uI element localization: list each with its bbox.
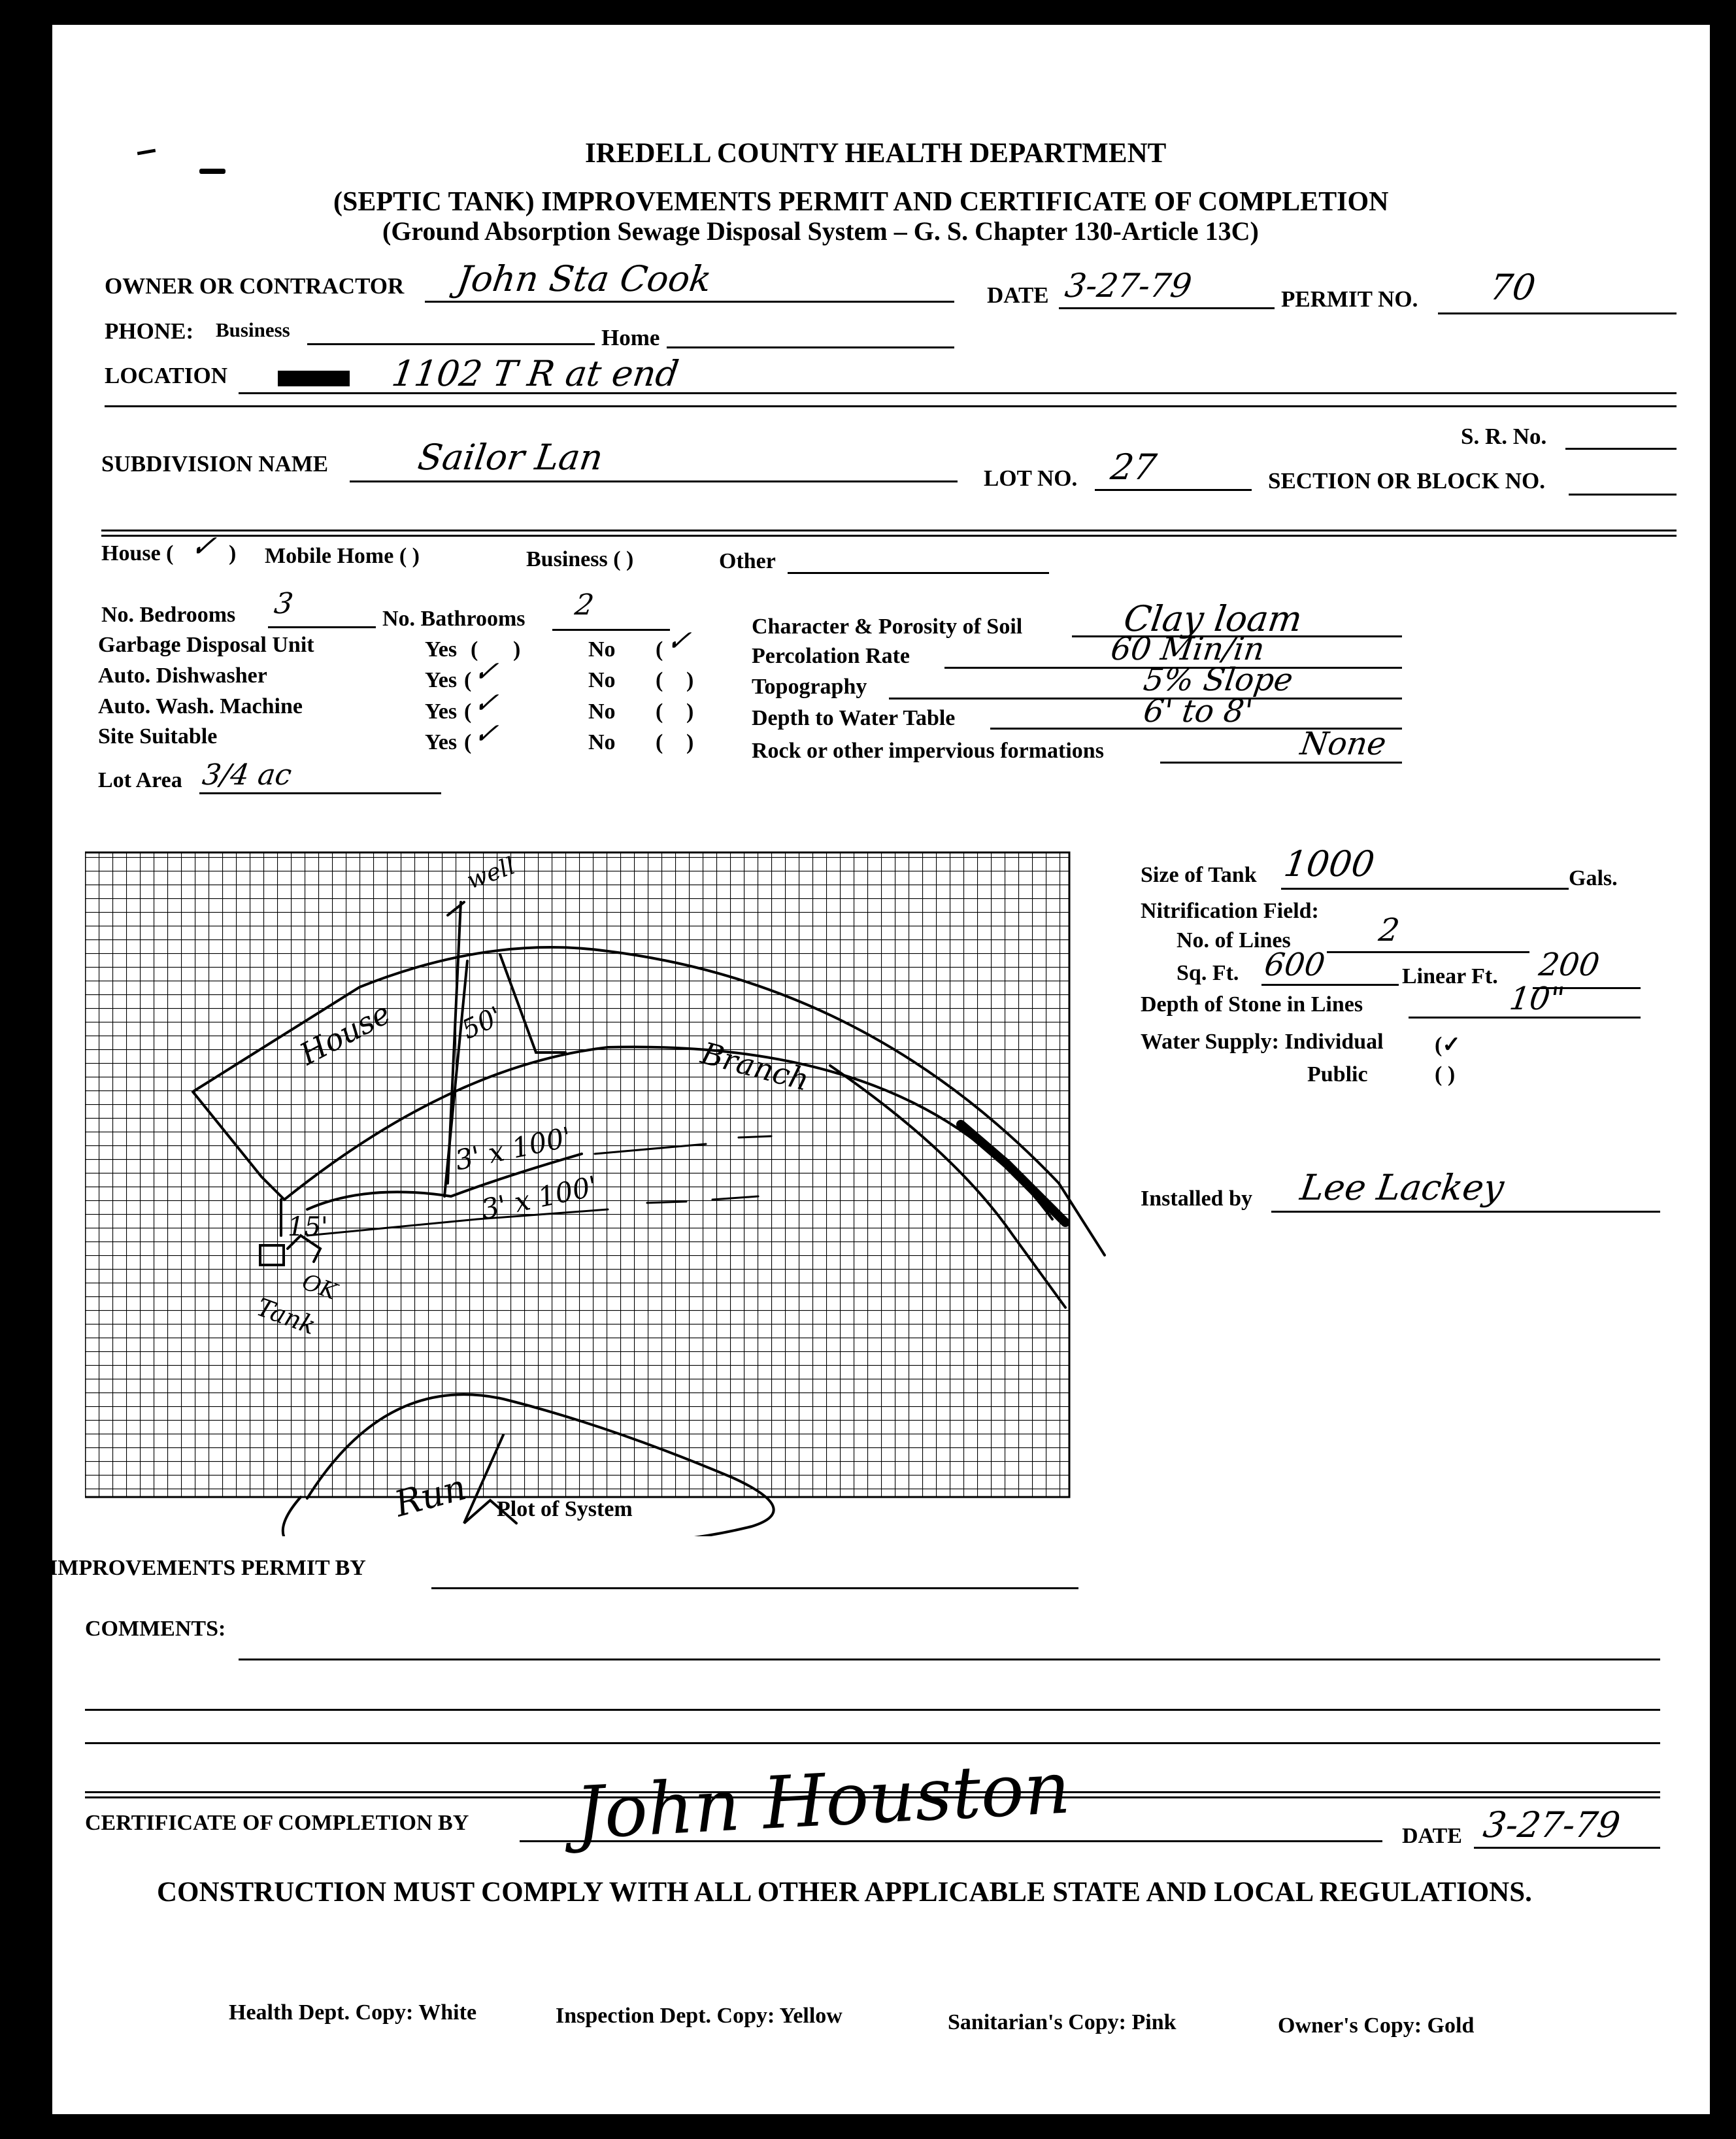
certificate-signature: John Houston — [573, 1745, 1073, 1855]
paren: ) — [686, 730, 694, 754]
nitrification-label: Nitrification Field: — [1141, 899, 1319, 923]
water-table-label: Depth to Water Table — [752, 706, 956, 730]
public-label: Public — [1307, 1062, 1368, 1086]
washer-no[interactable]: No — [588, 699, 616, 724]
date-label: DATE — [987, 282, 1049, 308]
bathrooms-value: 2 — [573, 588, 596, 622]
other-label: Other — [719, 549, 776, 573]
paren: ( — [656, 730, 663, 754]
topography-label: Topography — [752, 675, 867, 699]
site-label: Site Suitable — [98, 724, 218, 749]
washer-label: Auto. Wash. Machine — [98, 694, 303, 718]
rock-value: None — [1298, 726, 1389, 762]
topography-value: 5% Slope — [1141, 662, 1295, 698]
house-check[interactable]: ✓ — [188, 528, 219, 564]
copy-owner: Owner's Copy: Gold — [1278, 2013, 1475, 2038]
department-title: IREDELL COUNTY HEALTH DEPARTMENT — [585, 138, 1167, 169]
tank-note: Tank — [252, 1292, 320, 1341]
home-phone-label: Home — [601, 325, 660, 350]
garbage-no[interactable]: No — [588, 637, 616, 662]
lines-value: 2 — [1377, 912, 1402, 949]
copy-sanitarian: Sanitarian's Copy: Pink — [948, 2010, 1177, 2034]
gals-label: Gals. — [1569, 866, 1618, 890]
mobile-home-option[interactable]: Mobile Home ( ) — [265, 544, 420, 568]
soil-character-value: Clay loam — [1121, 598, 1305, 639]
garbage-yes[interactable]: Yes — [425, 637, 458, 662]
business-option[interactable]: Business ( ) — [526, 547, 634, 571]
site-yes-check[interactable]: ✓ — [471, 717, 501, 750]
form-subtitle: (Ground Absorption Sewage Disposal System – G. S. Chapter 130-Article 13C) — [382, 216, 1259, 246]
house-close: ) — [229, 541, 237, 565]
well-note: well — [463, 852, 519, 895]
public-option[interactable]: ( ) — [1435, 1062, 1456, 1086]
tank-size-label: Size of Tank — [1141, 863, 1257, 887]
bedrooms-label: No. Bedrooms — [101, 603, 236, 627]
dishwasher-no[interactable]: No — [588, 668, 616, 692]
location-value: 1102 T R at end — [389, 353, 682, 394]
copy-inspection: Inspection Dept. Copy: Yellow — [556, 2004, 843, 2028]
run-note: Run — [390, 1466, 471, 1525]
lot-no-value: 27 — [1108, 446, 1160, 488]
paren: ( — [656, 668, 663, 692]
ok-note: OK — [298, 1268, 341, 1305]
paren: ) — [513, 637, 521, 662]
permit-value: 70 — [1487, 267, 1539, 308]
house-note: House — [293, 995, 397, 1072]
water-table-value: 6' to 8' — [1141, 693, 1256, 730]
sqft-value: 600 — [1262, 947, 1327, 983]
subdivision-label: SUBDIVISION NAME — [101, 451, 329, 477]
cert-date-label: DATE — [1402, 1824, 1462, 1848]
linear-ft-value: 200 — [1537, 947, 1602, 983]
paren: ( — [471, 637, 478, 662]
washer-yes[interactable]: Yes — [425, 699, 458, 724]
business-phone-label: Business — [216, 318, 290, 341]
certificate-by-label: CERTIFICATE OF COMPLETION BY — [85, 1811, 469, 1835]
perc-rate-label: Percolation Rate — [752, 644, 910, 668]
individual-check[interactable]: (✓ — [1435, 1033, 1461, 1057]
construction-notice: CONSTRUCTION MUST COMPLY WITH ALL OTHER APPLICABLE STATE AND LOCAL REGULATIONS. — [157, 1877, 1532, 1908]
sqft-label: Sq. Ft. — [1177, 961, 1239, 985]
paren: ( — [656, 637, 663, 662]
lines-label: No. of Lines — [1177, 928, 1291, 952]
section-block-label: SECTION OR BLOCK NO. — [1268, 468, 1545, 494]
site-yes[interactable]: Yes — [425, 730, 458, 754]
tank-size-value: 1000 — [1281, 843, 1377, 884]
owner-label: OWNER OR CONTRACTOR — [105, 273, 405, 299]
paren: ) — [686, 699, 694, 724]
bedrooms-value: 3 — [272, 587, 295, 620]
rock-label: Rock or other impervious formations — [752, 739, 1104, 763]
permit-label: PERMIT NO. — [1281, 286, 1418, 312]
line1-note: 3' x 100' — [452, 1120, 575, 1177]
washer-yes-check[interactable]: ✓ — [471, 686, 501, 720]
date-value: 3-27-79 — [1062, 267, 1194, 305]
stone-depth-label: Depth of Stone in Lines — [1141, 992, 1363, 1017]
soil-character-label: Character & Porosity of Soil — [752, 615, 1023, 639]
house-label: House ( — [101, 541, 174, 565]
perc-rate-value: 60 Min/in — [1109, 631, 1267, 667]
permit-by-label: IMPROVEMENTS PERMIT BY — [49, 1556, 366, 1580]
dist50-note: 50' — [457, 1001, 507, 1046]
location-label: LOCATION — [105, 363, 227, 388]
paren: ) — [686, 668, 694, 692]
form-title: (SEPTIC TANK) IMPROVEMENTS PERMIT AND CERTIFICATE OF COMPLETION — [333, 187, 1389, 217]
linear-ft-label: Linear Ft. — [1402, 964, 1498, 988]
paren: ( — [464, 730, 472, 754]
cert-date-value: 3-27-79 — [1480, 1804, 1623, 1845]
garbage-label: Garbage Disposal Unit — [98, 633, 314, 657]
dishwasher-yes-check[interactable]: ✓ — [471, 655, 501, 688]
phone-label: PHONE: — [105, 318, 194, 344]
sr-no-label: S. R. No. — [1461, 424, 1547, 449]
branch-note: Branch — [697, 1035, 813, 1098]
paren: ( — [656, 699, 663, 724]
garbage-no-check[interactable]: ✓ — [664, 624, 693, 658]
stone-depth-value: 10" — [1507, 981, 1567, 1017]
lot-no-label: LOT NO. — [984, 465, 1078, 491]
owner-value: John Sta Cook — [454, 258, 714, 299]
installed-by-label: Installed by — [1141, 1187, 1252, 1211]
comments-label: COMMENTS: — [85, 1617, 226, 1641]
dist15-note: 15' — [288, 1212, 328, 1242]
dishwasher-yes[interactable]: Yes — [425, 668, 458, 692]
paren: ( — [464, 699, 472, 724]
installed-by-value: Lee Lackey — [1297, 1167, 1507, 1208]
lot-area-value: 3/4 ac — [200, 758, 294, 792]
line2-note: 3' x 100' — [478, 1170, 601, 1226]
lot-area-label: Lot Area — [98, 768, 182, 792]
plot-drawing — [85, 843, 1209, 1536]
water-supply-label: Water Supply: Individual — [1141, 1030, 1384, 1054]
copy-health: Health Dept. Copy: White — [229, 2000, 477, 2025]
redacted-mark — [278, 371, 350, 386]
bathrooms-label: No. Bathrooms — [382, 607, 526, 631]
plot-caption: Plot of System — [497, 1497, 633, 1521]
site-no[interactable]: No — [588, 730, 616, 754]
dishwasher-label: Auto. Dishwasher — [98, 664, 267, 688]
stray-mark — [199, 169, 225, 174]
paren: ( — [464, 668, 472, 692]
subdivision-value: Sailor Lan — [415, 437, 606, 478]
